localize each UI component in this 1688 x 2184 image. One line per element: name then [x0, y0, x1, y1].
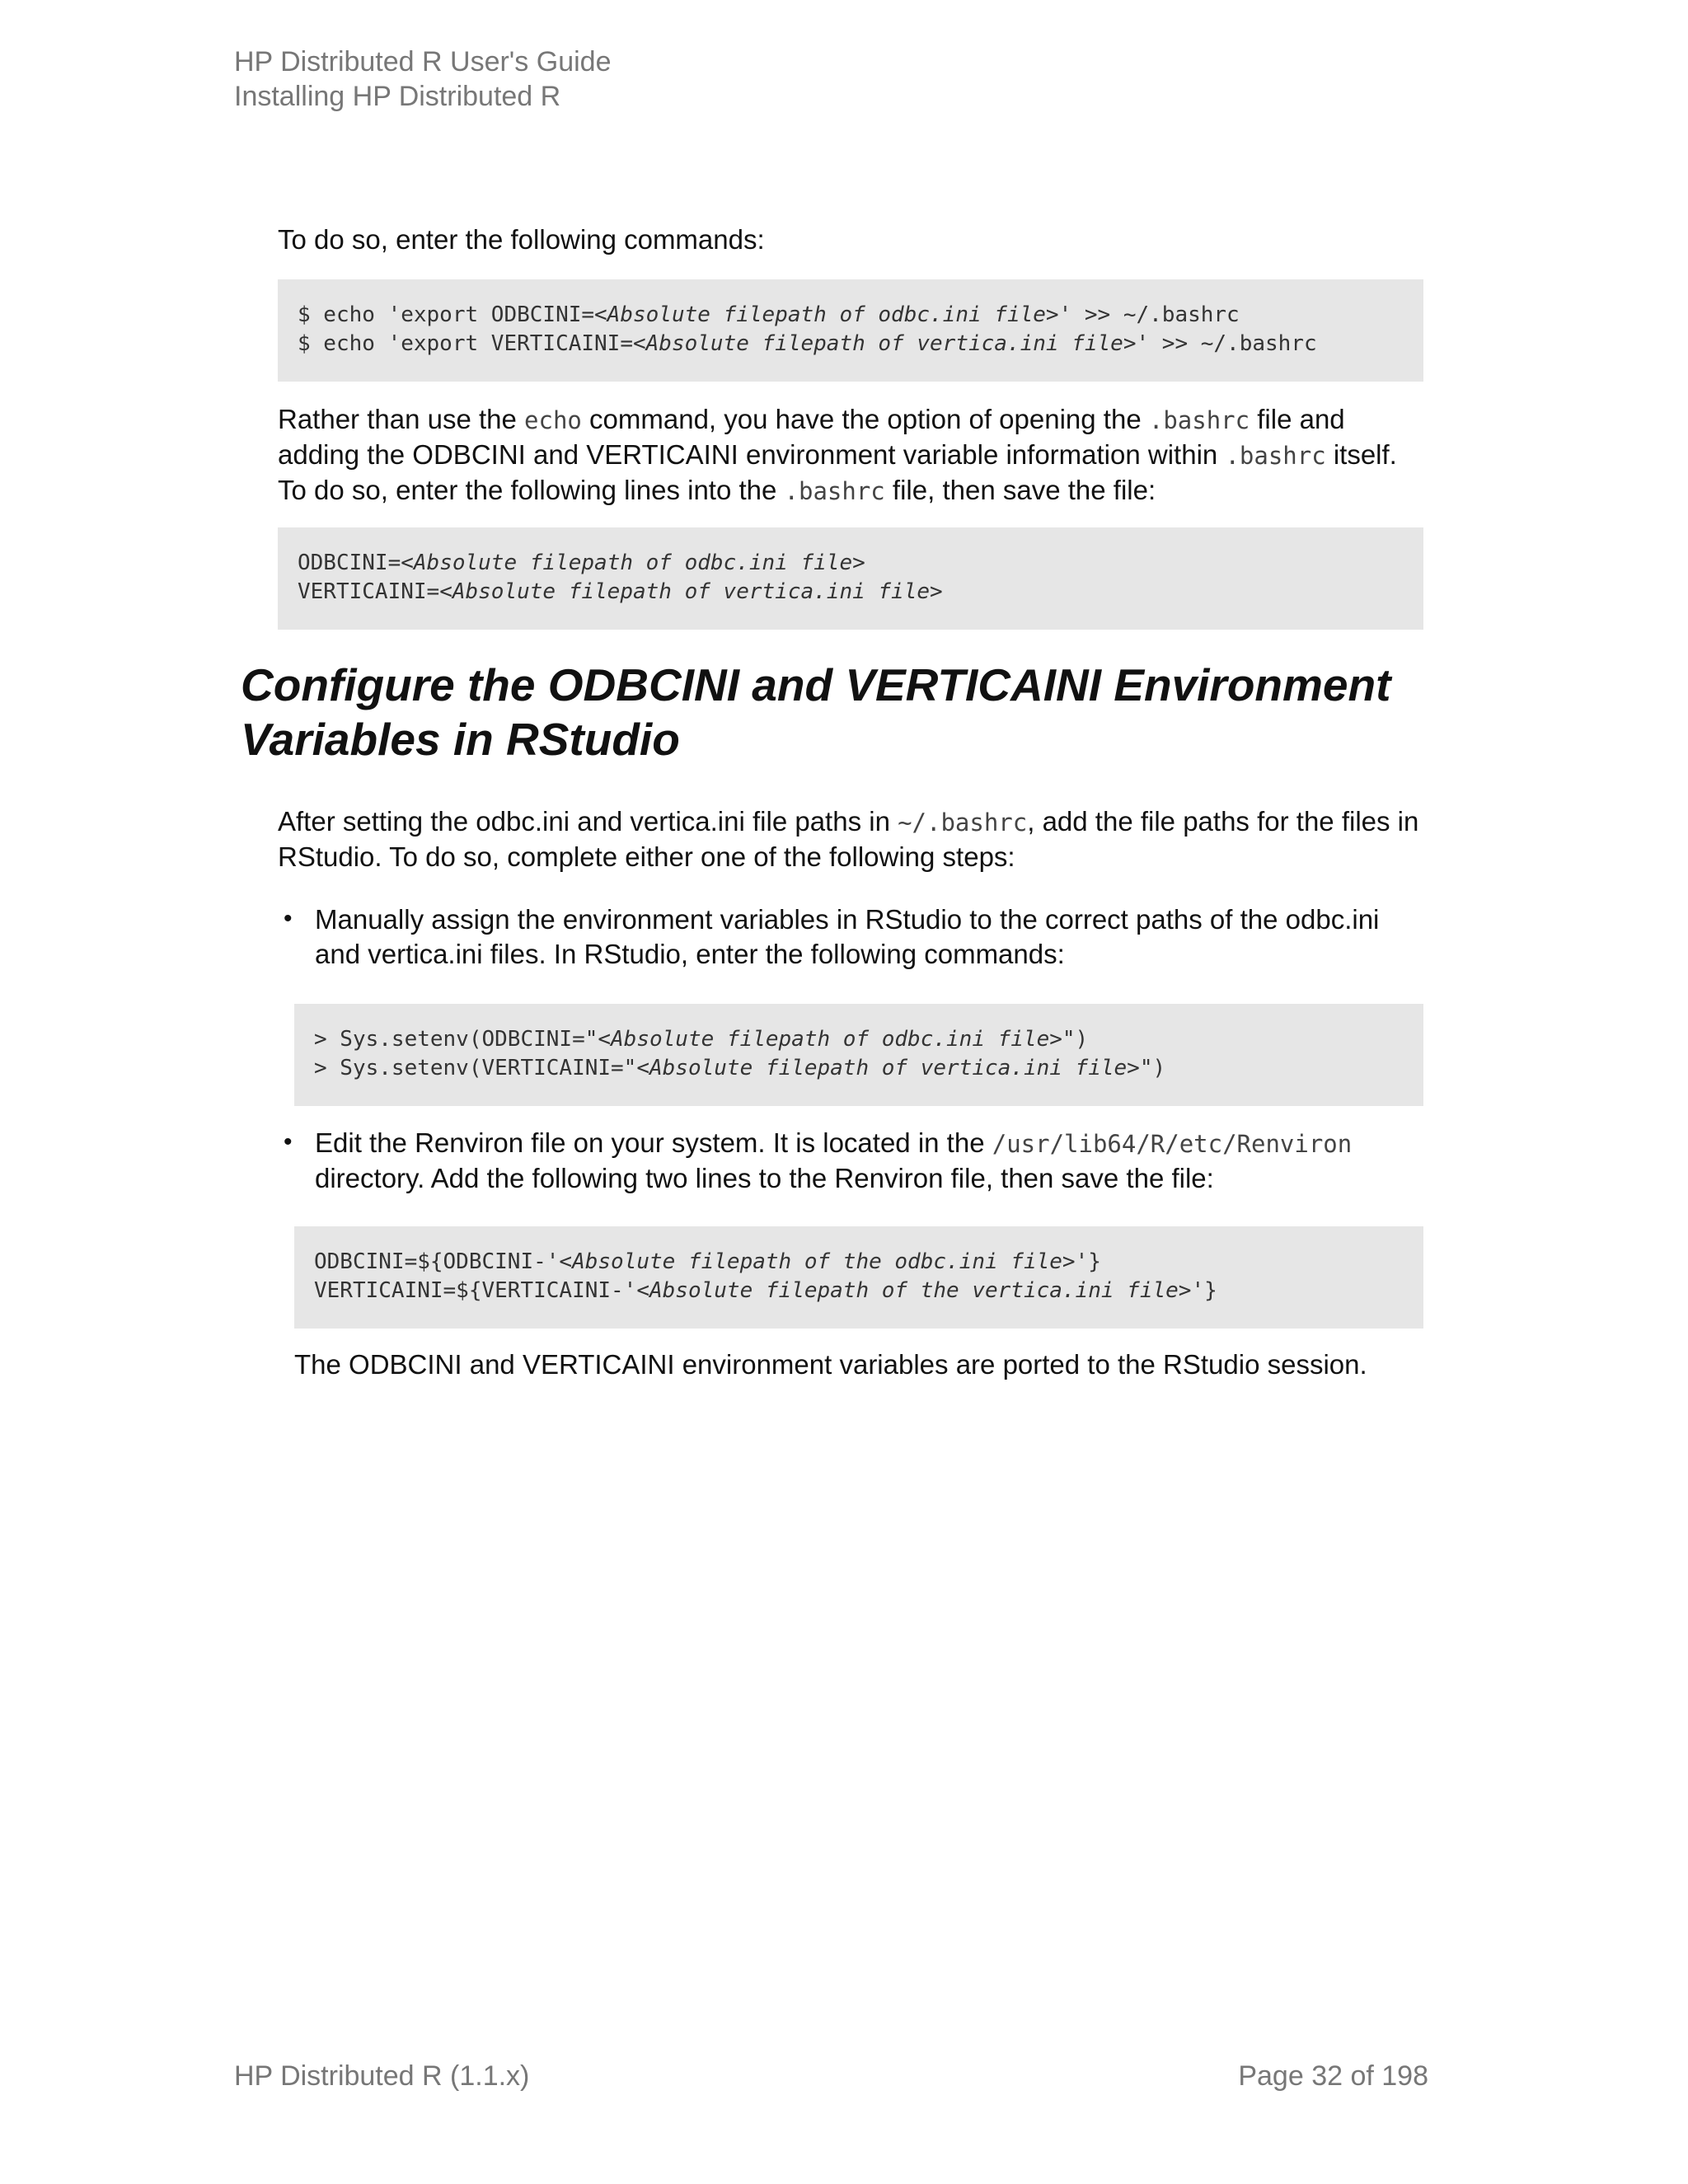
- guide-title: HP Distributed R User's Guide: [234, 46, 612, 77]
- code-line: > Sys.setenv(VERTICAINI="<Absolute filepath of vertica.ini file>"): [314, 1056, 1166, 1080]
- code-line: > Sys.setenv(ODBCINI="<Absolute filepath of odbc.ini file>"): [314, 1027, 1089, 1052]
- code-block-echo: [278, 279, 1423, 382]
- section-heading: Configure the ODBCINI and VERTICAINI Environment Variables in RStudio: [241, 659, 1391, 765]
- running-header: [234, 45, 611, 114]
- code-line: $ echo 'export ODBCINI=<Absolute filepath of odbc.ini file>' >> ~/.bashrc: [298, 302, 1240, 327]
- inline-code: /usr/lib64/R/etc/Renviron: [992, 1130, 1353, 1158]
- code-line: ODBCINI=<Absolute filepath of odbc.ini file>: [298, 551, 865, 575]
- rstudio-intro-paragraph: After setting the odbc.ini and vertica.ini file paths in ~/.bashrc, add the file paths for the files in RStudio. To do so, complete either one of the following steps:: [278, 806, 1419, 872]
- bullet-marker: •: [284, 905, 293, 932]
- footer-product: HP Distributed R (1.1.x): [234, 2060, 530, 2092]
- bullet-marker: •: [284, 1128, 293, 1155]
- inline-code: .bashrc: [1148, 406, 1250, 434]
- inline-code: ~/.bashrc: [898, 808, 1028, 837]
- code-block-sys-setenv: [294, 1004, 1423, 1106]
- intro-text: To do so, enter the following commands:: [278, 224, 765, 255]
- chapter-title: Installing HP Distributed R: [234, 81, 561, 112]
- inline-code: echo: [524, 406, 582, 434]
- code-line: $ echo 'export VERTICAINI=<Absolute filepath of vertica.ini file>' >> ~/.bashrc: [298, 331, 1317, 356]
- footer-page-number: Page 32 of 198: [1238, 2060, 1428, 2092]
- inline-code: .bashrc: [784, 477, 885, 505]
- inline-code: .bashrc: [1225, 442, 1326, 470]
- code-line: VERTICAINI=<Absolute filepath of vertica.ini file>: [298, 579, 943, 604]
- code-block-bashrc-lines: [278, 527, 1423, 630]
- code-line: VERTICAINI=${VERTICAINI-'<Absolute filepath of the vertica.ini file>'}: [314, 1278, 1217, 1303]
- code-line: ODBCINI=${ODBCINI-'<Absolute filepath of the odbc.ini file>'}: [314, 1249, 1101, 1274]
- bashrc-paragraph: Rather than use the echo command, you have the option of opening the .bashrc file and adding the ODBCINI and VERTICAINI environment variable information within .bashrc itself. To do so, enter the following lines into the .bashrc file, then save the file:: [278, 404, 1397, 505]
- code-block-renviron: [294, 1226, 1423, 1329]
- bullet-item-renviron: Edit the Renviron file on your system. It is located in the /usr/lib64/R/etc/Renviron directory. Add the following two lines to the Renviron file, then save the file:: [315, 1127, 1353, 1193]
- bullet-item-manual: Manually assign the environment variables in RStudio to the correct paths of the odbc.ini and vertica.ini files. In RStudio, enter the following commands:: [315, 904, 1380, 969]
- closing-text: The ODBCINI and VERTICAINI environment variables are ported to the RStudio session.: [294, 1349, 1367, 1380]
